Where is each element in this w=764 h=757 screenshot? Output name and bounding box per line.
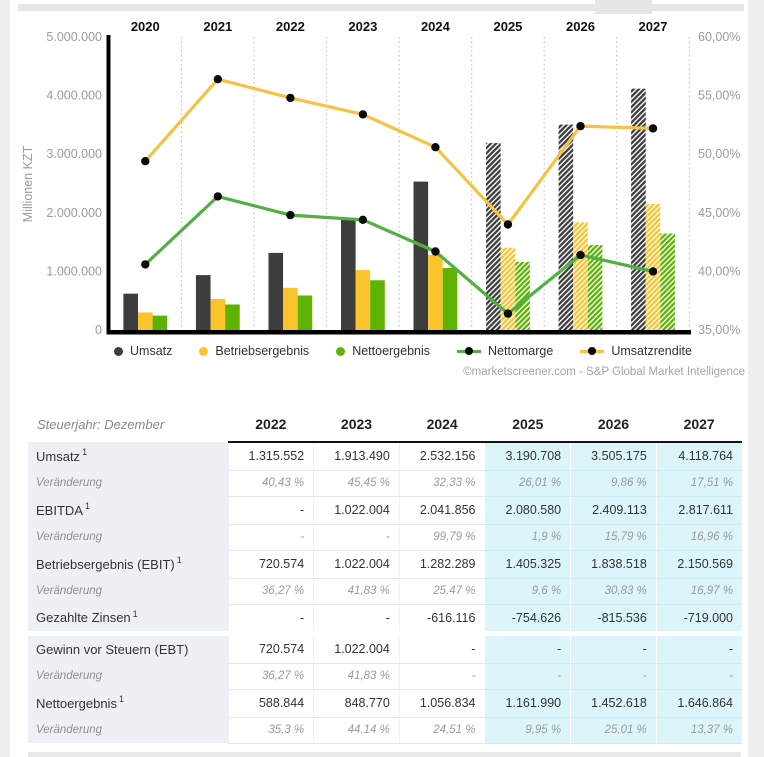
- cell-value: 17,51 %: [656, 470, 742, 496]
- cell-value: 30,83 %: [571, 578, 657, 604]
- cell-value: -: [399, 663, 485, 689]
- line-point: [286, 94, 294, 102]
- cell-value: -: [314, 604, 400, 634]
- year-label: 2022: [275, 19, 305, 34]
- row-label: Umsatz $^1$: [28, 442, 228, 470]
- cell-value: 2.532.156: [399, 442, 485, 470]
- cell-value: -815.536: [571, 604, 657, 634]
- cell-value: -: [228, 524, 314, 550]
- line-point: [431, 247, 439, 255]
- table-row: [28, 578, 742, 604]
- bar: [283, 288, 298, 330]
- cell-value: 41,83 %: [314, 663, 400, 689]
- header-year-2026: 2026: [571, 408, 657, 442]
- bar: [341, 218, 356, 330]
- row-label: Gezahlte Zinsen $^1$: [28, 604, 228, 634]
- cell-value: 1.913.490: [314, 442, 400, 470]
- cell-value: 1.022.004: [314, 496, 400, 524]
- bar: [443, 268, 458, 330]
- footnote-marker: 1: [82, 447, 88, 458]
- cell-value: 41,83 %: [314, 578, 400, 604]
- row-label: Veränderung: [28, 663, 228, 689]
- year-label: 2024: [420, 19, 450, 34]
- cell-value: 99,79 %: [399, 524, 485, 550]
- cell-value: -: [228, 496, 314, 524]
- nettomarge-line-icon: [457, 347, 481, 356]
- cell-value: -: [656, 634, 742, 664]
- table-row: [28, 524, 742, 550]
- left-axis-unit: Millionen KZT: [21, 145, 35, 223]
- bar: [370, 280, 385, 330]
- legend-label: Umsatz: [130, 344, 173, 358]
- cell-value: 26,01 %: [485, 470, 571, 496]
- cell-value: 1.056.834: [399, 689, 485, 717]
- cell-value: -: [656, 663, 742, 689]
- table-row: [28, 604, 742, 634]
- left-axis-tick: 2.000.000: [46, 205, 102, 220]
- cell-value: -: [571, 634, 657, 664]
- cell-value: 720.574: [228, 550, 314, 578]
- cell-value: -616.116: [399, 604, 485, 634]
- right-axis-tick: 45,00%: [698, 205, 741, 220]
- table-row: [28, 496, 742, 524]
- cell-value: 25,47 %: [399, 578, 485, 604]
- cell-value: -719.000: [656, 604, 742, 634]
- cell-value: 16,97 %: [656, 578, 742, 604]
- table-row: [28, 442, 742, 470]
- line-point: [649, 267, 657, 275]
- bar: [646, 204, 661, 330]
- left-axis-tick: 0: [95, 323, 102, 337]
- table-header-row: [28, 408, 742, 442]
- bar: [573, 222, 588, 330]
- cell-value: 44,14 %: [314, 717, 400, 743]
- bar: [211, 299, 226, 330]
- line-point: [359, 110, 367, 118]
- cell-value: 3.190.708: [485, 442, 571, 470]
- bottom-strip: [28, 752, 741, 757]
- row-label: Gewinn vor Steuern (EBT): [28, 634, 228, 664]
- right-axis-tick: 35,00%: [698, 323, 741, 337]
- cell-value: -: [485, 634, 571, 664]
- bar: [414, 182, 429, 330]
- cell-value: 24,51 %: [399, 717, 485, 743]
- bar: [428, 255, 443, 330]
- fiscal-year-label: Steuerjahr: Dezember: [37, 417, 165, 432]
- legend-label: Nettoergebnis: [352, 344, 431, 358]
- footnote-marker: 1: [132, 608, 138, 619]
- footnote-marker: 1: [84, 501, 90, 512]
- bar: [196, 275, 211, 330]
- table-row: [28, 717, 742, 743]
- cell-value: 2.041.856: [399, 496, 485, 524]
- bar: [153, 316, 168, 330]
- cell-value: 1.405.325: [485, 550, 571, 578]
- left-axis-tick: 4.000.000: [46, 88, 102, 103]
- line-point: [141, 157, 149, 165]
- year-label: 2025: [493, 19, 523, 34]
- bar: [268, 253, 283, 330]
- bar: [138, 312, 153, 330]
- cell-value: 1.452.618: [571, 689, 657, 717]
- financial-chart: [10, 0, 748, 340]
- cell-value: 4.118.764: [656, 442, 742, 470]
- legend-label: Nettomarge: [488, 344, 554, 358]
- bar: [123, 294, 138, 330]
- bar: [631, 89, 646, 330]
- bar: [356, 270, 371, 330]
- umsatzrendite-line-icon: [580, 347, 604, 356]
- cell-value: 40,43 %: [228, 470, 314, 496]
- line-point: [649, 124, 657, 132]
- year-label: 2027: [638, 19, 668, 34]
- table-row: [28, 550, 742, 578]
- right-axis-tick: 50,00%: [698, 147, 741, 162]
- cell-value: 32,33 %: [399, 470, 485, 496]
- cell-value: 16,96 %: [656, 524, 742, 550]
- line-point: [504, 309, 512, 317]
- line-point: [504, 220, 512, 228]
- table-row: [28, 663, 742, 689]
- header-year-2027: 2027: [656, 408, 742, 442]
- row-label: Betriebsergebnis (EBIT) $^1$: [28, 550, 228, 578]
- nettoergebnis-dot-icon: [336, 347, 345, 356]
- cell-value: 1.838.518: [571, 550, 657, 578]
- table-row: [28, 470, 742, 496]
- year-label: 2020: [130, 19, 160, 34]
- cell-value: 1.282.289: [399, 550, 485, 578]
- row-label: Nettoergebnis $^1$: [28, 689, 228, 717]
- content-panel: [10, 0, 748, 757]
- umsatz-dot-icon: [114, 347, 123, 356]
- year-label: 2023: [348, 19, 378, 34]
- betriebsergebnis-dot-icon: [199, 347, 208, 356]
- cell-value: 720.574: [228, 634, 314, 664]
- legend-item-nettoergebnis: [336, 344, 430, 358]
- financial-table-body: [28, 442, 742, 743]
- cell-value: 2.817.611: [656, 496, 742, 524]
- line-point: [576, 251, 584, 259]
- left-axis-tick: 5.000.000: [46, 30, 102, 44]
- line-point: [359, 216, 367, 224]
- row-label: Veränderung: [28, 578, 228, 604]
- header-year-2025: 2025: [485, 408, 571, 442]
- cell-value: -: [228, 604, 314, 634]
- header-year-2023: 2023: [314, 408, 400, 442]
- cell-value: -: [399, 634, 485, 664]
- cell-value: 1.646.864: [656, 689, 742, 717]
- cell-value: 9,86 %: [571, 470, 657, 496]
- left-axis-tick: 1.000.000: [46, 264, 102, 279]
- cell-value: 1.022.004: [314, 634, 400, 664]
- legend-item-betriebsergebnis: [199, 344, 309, 358]
- bar: [298, 295, 313, 330]
- legend-item-umsatz: [114, 344, 172, 358]
- cell-value: 1.161.990: [485, 689, 571, 717]
- cell-value: -: [314, 524, 400, 550]
- cell-value: 2.080.580: [485, 496, 571, 524]
- copyright-text: ©marketscreener.com - S&P Global Market Intelligence: [463, 366, 745, 378]
- header-year-2022: 2022: [228, 408, 314, 442]
- cell-value: 9,95 %: [485, 717, 571, 743]
- row-label: EBITDA $^1$: [28, 496, 228, 524]
- table-row: [28, 689, 742, 717]
- cell-value: 2.409.113: [571, 496, 657, 524]
- cell-value: 36,27 %: [228, 663, 314, 689]
- row-label: Veränderung: [28, 717, 228, 743]
- line-point: [576, 122, 584, 130]
- legend-item-nettomarge: [457, 344, 553, 358]
- bar: [225, 304, 240, 330]
- cell-value: 9,6 %: [485, 578, 571, 604]
- cell-value: 45,45 %: [314, 470, 400, 496]
- legend-label: Betriebsergebnis: [215, 344, 310, 358]
- cell-value: 2.150.569: [656, 550, 742, 578]
- cell-value: -: [485, 663, 571, 689]
- legend-label: Umsatzrendite: [611, 344, 692, 358]
- cell-value: 3.505.175: [571, 442, 657, 470]
- chart-legend: [114, 344, 692, 358]
- cell-value: 588.844: [228, 689, 314, 717]
- line-point: [214, 75, 222, 83]
- footnote-marker: 1: [176, 555, 182, 566]
- right-axis-tick: 55,00%: [698, 88, 741, 103]
- row-label: Veränderung: [28, 470, 228, 496]
- cell-value: 1.022.004: [314, 550, 400, 578]
- cell-value: 25,01 %: [571, 717, 657, 743]
- cell-value: 1,9 %: [485, 524, 571, 550]
- left-axis-tick: 3.000.000: [46, 147, 102, 162]
- year-label: 2021: [203, 19, 233, 34]
- header-year-2024: 2024: [399, 408, 485, 442]
- row-label: Veränderung: [28, 524, 228, 550]
- cell-value: 15,79 %: [571, 524, 657, 550]
- right-axis-tick: 60,00%: [698, 30, 741, 44]
- financial-table: [28, 408, 742, 744]
- bar: [660, 233, 675, 330]
- cell-value: 848.770: [314, 689, 400, 717]
- line-point: [141, 260, 149, 268]
- line-point: [286, 211, 294, 219]
- cell-value: 36,27 %: [228, 578, 314, 604]
- cell-value: 1.315.552: [228, 442, 314, 470]
- cell-value: 35,3 %: [228, 717, 314, 743]
- table-row: [28, 634, 742, 664]
- legend-item-umsatzrendite: [580, 344, 692, 358]
- year-label: 2026: [566, 19, 595, 34]
- cell-value: 13,37 %: [656, 717, 742, 743]
- cell-value: -: [571, 663, 657, 689]
- footnote-marker: 1: [118, 694, 124, 705]
- line-point: [214, 192, 222, 200]
- line-point: [431, 143, 439, 151]
- right-axis-tick: 40,00%: [698, 264, 741, 279]
- cell-value: -754.626: [485, 604, 571, 634]
